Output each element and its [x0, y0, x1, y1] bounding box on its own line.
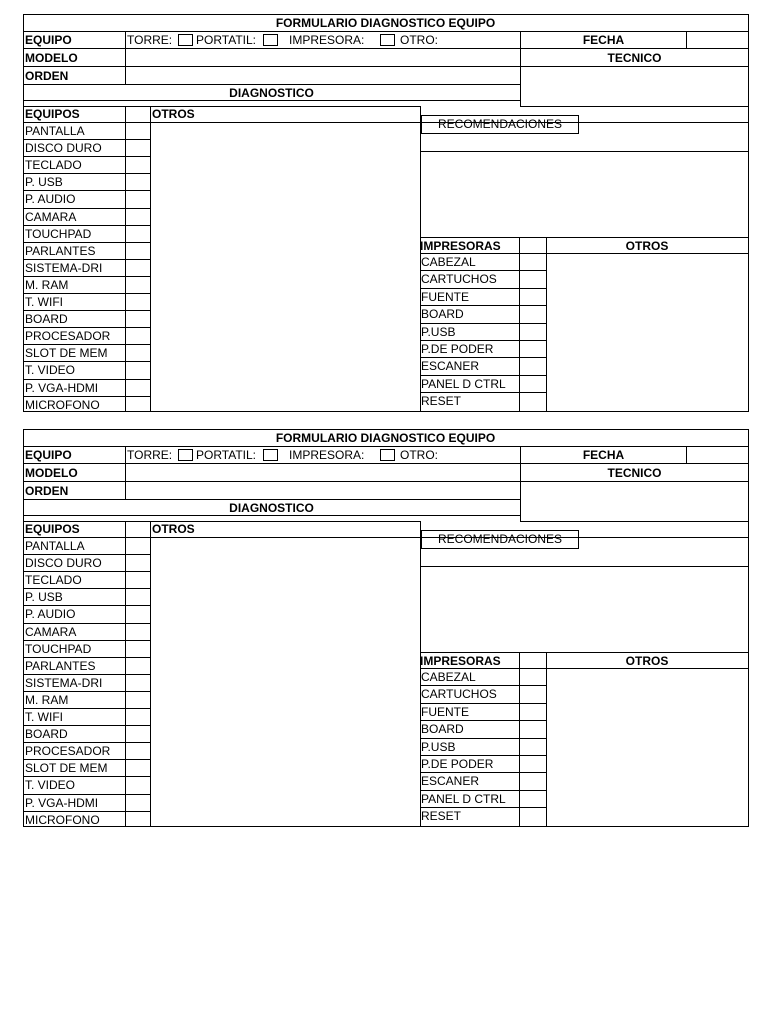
- equipo-item-label: MICROFONO: [25, 398, 100, 412]
- equipo-check-cell[interactable]: [126, 380, 150, 396]
- equipo-item-label: M. RAM: [25, 278, 69, 292]
- equipo-check-cell[interactable]: [126, 174, 150, 190]
- equipo-item-label: SISTEMA-DRI: [25, 676, 103, 690]
- impresora-check-cell[interactable]: [520, 324, 546, 340]
- impresoras-header: IMPRESORAS: [420, 239, 501, 253]
- equipo-item-label: DISCO DURO: [25, 141, 102, 155]
- portatil-checkbox[interactable]: [263, 449, 278, 461]
- equipo-check-cell[interactable]: [126, 362, 150, 378]
- otros-header: OTROS: [152, 107, 195, 121]
- equipo-check-cell[interactable]: [126, 572, 150, 588]
- equipo-check-cell[interactable]: [126, 812, 150, 828]
- equipo-item-label: PARLANTES: [25, 244, 96, 258]
- equipo-check-cell[interactable]: [126, 226, 150, 242]
- impresora-check-cell[interactable]: [520, 341, 546, 357]
- impresora-item-label: CARTUCHOS: [421, 687, 497, 701]
- fecha-input[interactable]: [687, 32, 748, 48]
- otros2-notes-area[interactable]: [547, 254, 748, 411]
- equipo-item-label: P. USB: [25, 175, 63, 189]
- impresora-check-cell[interactable]: [520, 756, 546, 772]
- form-title: FORMULARIO DIAGNOSTICO EQUIPO: [275, 431, 496, 445]
- equipo-item-label: PANTALLA: [25, 539, 85, 553]
- torre-checkbox[interactable]: [178, 34, 193, 46]
- impresora-check-cell[interactable]: [520, 393, 546, 409]
- equipo-item-label: M. RAM: [25, 693, 69, 707]
- equipo-check-cell[interactable]: [126, 140, 150, 156]
- equipo-check-cell[interactable]: [126, 589, 150, 605]
- impresora-item-label: ESCANER: [421, 774, 480, 788]
- equipo-item-label: T. WIFI: [25, 295, 63, 309]
- grid-line: [23, 14, 749, 15]
- equipo-check-cell[interactable]: [126, 692, 150, 708]
- equipo-check-cell[interactable]: [126, 397, 150, 413]
- modelo-label: MODELO: [25, 466, 78, 480]
- equipo-check-cell[interactable]: [126, 243, 150, 259]
- equipos-header: EQUIPOS: [25, 522, 80, 536]
- equipo-item-label: P. VGA-HDMI: [25, 796, 99, 810]
- equipo-item-label: P. AUDIO: [25, 192, 76, 206]
- equipo-check-cell[interactable]: [126, 123, 150, 139]
- impresora-item-label: CABEZAL: [421, 670, 476, 684]
- equipo-item-label: CAMARA: [25, 210, 77, 224]
- equipo-item-label: P. AUDIO: [25, 607, 76, 621]
- recomendaciones-area[interactable]: [421, 567, 748, 653]
- grid-line: [521, 521, 749, 522]
- equipo-item-label: TOUCHPAD: [25, 642, 92, 656]
- impresora-item-label: CARTUCHOS: [421, 272, 497, 286]
- equipo-check-cell[interactable]: [126, 624, 150, 640]
- equipo-item-label: PROCESADOR: [25, 744, 111, 758]
- type-option-label: OTRO:: [400, 33, 438, 47]
- equipo-check-cell[interactable]: [126, 209, 150, 225]
- equipo-item-label: PARLANTES: [25, 659, 96, 673]
- recomendaciones-label: RECOMENDACIONES: [437, 117, 562, 131]
- impresora-item-label: P.DE PODER: [421, 342, 494, 356]
- type-option-label: PORTATIL:: [196, 33, 257, 47]
- equipo-label: EQUIPO: [25, 448, 72, 462]
- orden-input[interactable]: [126, 67, 520, 84]
- otros-header: OTROS: [152, 522, 195, 536]
- equipo-item-label: TOUCHPAD: [25, 227, 92, 241]
- fecha-label: FECHA: [582, 448, 625, 462]
- recomendaciones-label: RECOMENDACIONES: [437, 532, 562, 546]
- impresora-item-label: PANEL D CTRL: [421, 377, 506, 391]
- impresora-check-cell[interactable]: [520, 791, 546, 807]
- equipo-check-cell[interactable]: [126, 555, 150, 571]
- impresora-check-cell[interactable]: [520, 686, 546, 702]
- grid-line: [23, 14, 24, 412]
- impresora-item-label: FUENTE: [421, 705, 469, 719]
- impresora-check-cell[interactable]: [520, 704, 546, 720]
- grid-line: [23, 31, 749, 32]
- orden-label: ORDEN: [25, 69, 69, 83]
- diagnostic-form-2: [0, 427, 768, 831]
- equipo-check-cell[interactable]: [126, 191, 150, 207]
- equipo-item-label: SISTEMA-DRI: [25, 261, 103, 275]
- impresora-check-cell[interactable]: [520, 808, 546, 824]
- equipo-item-label: P. USB: [25, 590, 63, 604]
- grid-line: [420, 652, 749, 653]
- tecnico-input[interactable]: [521, 482, 748, 521]
- type-option-label: TORRE:: [127, 448, 173, 462]
- tecnico-input[interactable]: [521, 67, 748, 106]
- orden-label: ORDEN: [25, 484, 69, 498]
- equipo-item-label: PANTALLA: [25, 124, 85, 138]
- type-option-label: PORTATIL:: [196, 448, 257, 462]
- equipo-item-label: DISCO DURO: [25, 556, 102, 570]
- equipo-check-cell[interactable]: [126, 606, 150, 622]
- impresora-checkbox[interactable]: [380, 34, 395, 46]
- equipo-check-cell[interactable]: [126, 658, 150, 674]
- grid-line: [23, 446, 749, 447]
- grid-line: [748, 429, 749, 827]
- equipo-item-label: SLOT DE MEM: [25, 346, 108, 360]
- equipo-item-label: TECLADO: [25, 573, 82, 587]
- type-option-label: OTRO:: [400, 448, 438, 462]
- grid-line: [23, 429, 24, 827]
- impresora-checkbox[interactable]: [380, 449, 395, 461]
- equipo-check-cell[interactable]: [126, 777, 150, 793]
- grid-line: [521, 106, 749, 107]
- equipo-item-label: T. WIFI: [25, 710, 63, 724]
- equipo-item-label: BOARD: [25, 727, 68, 741]
- equipo-check-cell[interactable]: [126, 709, 150, 725]
- equipo-check-cell[interactable]: [126, 641, 150, 657]
- diagnostic-form-1: [0, 12, 768, 416]
- impresora-item-label: CABEZAL: [421, 255, 476, 269]
- equipo-check-cell[interactable]: [126, 760, 150, 776]
- impresora-check-cell[interactable]: [520, 358, 546, 374]
- modelo-label: MODELO: [25, 51, 78, 65]
- grid-line: [23, 499, 521, 500]
- equipo-label: EQUIPO: [25, 33, 72, 47]
- equipo-check-cell[interactable]: [126, 345, 150, 361]
- equipo-item-label: BOARD: [25, 312, 68, 326]
- equipo-item-label: MICROFONO: [25, 813, 100, 827]
- tecnico-label: TECNICO: [607, 51, 662, 65]
- impresora-item-label: ESCANER: [421, 359, 480, 373]
- grid-line: [23, 100, 521, 101]
- type-option-label: IMPRESORA:: [289, 33, 365, 47]
- impresora-item-label: PANEL D CTRL: [421, 792, 506, 806]
- equipo-check-cell[interactable]: [126, 675, 150, 691]
- equipo-check-cell[interactable]: [126, 538, 150, 554]
- diagnostico-label: DIAGNOSTICO: [229, 501, 314, 515]
- equipo-check-cell[interactable]: [126, 743, 150, 759]
- impresora-item-label: RESET: [421, 394, 462, 408]
- impresora-check-cell[interactable]: [520, 739, 546, 755]
- impresora-item-label: P.DE PODER: [421, 757, 494, 771]
- impresora-check-cell[interactable]: [520, 376, 546, 392]
- otros2-notes-area[interactable]: [547, 669, 748, 826]
- form-title: FORMULARIO DIAGNOSTICO EQUIPO: [275, 16, 496, 30]
- otros-notes-area[interactable]: [151, 538, 420, 826]
- equipo-item-label: P. VGA-HDMI: [25, 381, 99, 395]
- type-option-label: IMPRESORA:: [289, 448, 365, 462]
- equipo-item-label: CAMARA: [25, 625, 77, 639]
- impresora-check-cell[interactable]: [520, 306, 546, 322]
- otros2-header: OTROS: [625, 239, 669, 253]
- fecha-input[interactable]: [687, 447, 748, 463]
- grid-line: [420, 237, 749, 238]
- orden-input[interactable]: [126, 482, 520, 499]
- equipo-check-cell[interactable]: [126, 726, 150, 742]
- equipo-item-label: SLOT DE MEM: [25, 761, 108, 775]
- modelo-input[interactable]: [126, 464, 520, 481]
- equipo-item-label: PROCESADOR: [25, 329, 111, 343]
- impresora-item-label: P.USB: [421, 325, 456, 339]
- grid-line: [748, 14, 749, 412]
- portatil-checkbox[interactable]: [263, 34, 278, 46]
- grid-line: [23, 429, 749, 430]
- equipo-check-cell[interactable]: [126, 328, 150, 344]
- equipo-item-label: TECLADO: [25, 158, 82, 172]
- torre-checkbox[interactable]: [178, 449, 193, 461]
- tecnico-label: TECNICO: [607, 466, 662, 480]
- equipo-item-label: T. VIDEO: [25, 363, 76, 377]
- impresora-check-cell[interactable]: [520, 773, 546, 789]
- otros2-header: OTROS: [625, 654, 669, 668]
- grid-line: [23, 521, 421, 522]
- impresora-item-label: P.USB: [421, 740, 456, 754]
- impresora-check-cell[interactable]: [520, 669, 546, 685]
- equipo-check-cell[interactable]: [126, 277, 150, 293]
- equipo-check-cell[interactable]: [126, 795, 150, 811]
- diagnostico-label: DIAGNOSTICO: [229, 86, 314, 100]
- impresora-item-label: RESET: [421, 809, 462, 823]
- equipo-check-cell[interactable]: [126, 294, 150, 310]
- equipos-header: EQUIPOS: [25, 107, 80, 121]
- impresora-item-label: FUENTE: [421, 290, 469, 304]
- impresora-check-cell[interactable]: [520, 721, 546, 737]
- modelo-input[interactable]: [126, 49, 520, 66]
- recomendaciones-area[interactable]: [421, 152, 748, 238]
- grid-line: [23, 515, 521, 516]
- fecha-label: FECHA: [582, 33, 625, 47]
- equipo-check-cell[interactable]: [126, 157, 150, 173]
- grid-line: [23, 84, 521, 85]
- impresora-check-cell[interactable]: [520, 289, 546, 305]
- impresora-item-label: BOARD: [421, 722, 464, 736]
- type-option-label: TORRE:: [127, 33, 173, 47]
- impresora-check-cell[interactable]: [520, 254, 546, 270]
- equipo-check-cell[interactable]: [126, 260, 150, 276]
- impresora-check-cell[interactable]: [520, 271, 546, 287]
- equipo-check-cell[interactable]: [126, 311, 150, 327]
- grid-line: [23, 106, 421, 107]
- equipo-item-label: T. VIDEO: [25, 778, 76, 792]
- otros-notes-area[interactable]: [151, 123, 420, 411]
- impresoras-header: IMPRESORAS: [420, 654, 501, 668]
- impresora-item-label: BOARD: [421, 307, 464, 321]
